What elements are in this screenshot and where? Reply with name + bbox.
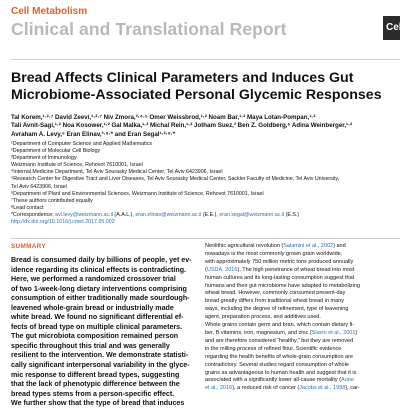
intro-text: ) and [333, 243, 346, 249]
intro-text: ( [205, 266, 207, 273]
intro-line [205, 322, 397, 330]
intro-text: bread greatly differs from traditional wheat bread in many [205, 298, 344, 305]
intro-text: ways, including the degree of refinement, type of leavening [205, 306, 349, 313]
intro-text: ber, B vitamins, iron, magnesium, and zinc ( [205, 329, 312, 336]
intro-text: agent, preparation process, and additives used. [205, 314, 321, 321]
intro-text: ), a reduced risk of cancer ( [232, 385, 300, 392]
intro-line [205, 377, 397, 385]
intro-line [205, 354, 397, 362]
intro-line [205, 338, 397, 346]
intro-text: grains as advantageous to human health and suggest that it is [205, 369, 357, 376]
summary-line: leavened whole-grain bread or industrially made [11, 303, 174, 312]
affiliation-line: ³Department of Immunology [11, 155, 77, 162]
email-link[interactable]: avi.levy@weizmann.ac.il [55, 211, 113, 218]
citation-link[interactable]: USDA, 2016 [206, 266, 238, 273]
intro-text: contradictory. Several studies regard consumption of whole [205, 361, 349, 368]
summary-line: The gut microbiota composition remained person [11, 332, 179, 341]
intro-text: Neolithic agricultural revolution ( [205, 243, 284, 249]
journal-name: Cell Metabolism [11, 6, 88, 17]
affiliation-line: Weizmann Institute of Science, Rehovot 7610001, Israel [11, 162, 143, 169]
intro-text: ), car- [345, 385, 360, 392]
intro-text: with approximately 750 million metric tons produced annually [205, 258, 354, 265]
correspondence-line [11, 212, 396, 219]
intro-text: Whole grains contain germ and bran, which contain dietary fi- [205, 322, 355, 329]
summary-line: fects of bread type on multiple clinical parameters. [11, 322, 183, 331]
intro-text: ). The high penetrance of wheat bread into most [237, 266, 355, 273]
title-line: Microbiome-Associated Personal Glycemic Responses [11, 87, 382, 103]
intro-line [205, 259, 397, 267]
intro-text: humans and their gut microbiome have adapted to metabolizing [205, 282, 361, 289]
author-line: Tal Korem,¹·²·⁷ David Zeevi,¹·²·⁷ Niv Zmora,³·⁴·⁵ Omer Weissbrod,¹·² Noam Bar,¹·² Maya Lotan-Pompan,¹·² [11, 114, 316, 121]
intro-line [205, 251, 397, 259]
summary-line: bread types stems from a person-specific effect. [11, 389, 175, 398]
summary-line: specific throughout this trial and was generally [11, 341, 170, 350]
title-line: Bread Affects Clinical Parameters and Induces Gut [11, 70, 354, 86]
intro-line [205, 362, 397, 370]
intro-text: and are therefore considered “healthy,” but they are removed [205, 337, 354, 344]
doi-link[interactable]: http://dx.doi.org/10.1016/j.cmet.2017.05.002 [11, 219, 115, 226]
intro-text: human cultures and its long-lasting consumption suggest that [205, 274, 355, 281]
affiliation-line: ⁵Research Center for Digestive Tract and Liver Diseases, Tel Aviv Sourasky Medical Center, Sackler Faculty of Medicine, Tel Aviv University, [11, 176, 340, 183]
intro-line [205, 385, 397, 393]
correspondence-text: (E.E.), [201, 211, 220, 218]
cell-press-logo: Cel [383, 16, 400, 40]
author-line: Avraham A. Levy,⁶ Eran Elinav,³·⁸·* and Eran Segal¹·²·⁸·* [11, 130, 176, 138]
summary-line: that the lack of phenotypic difference between the [11, 380, 180, 389]
summary-line: Bread is consumed daily by billions of people, yet ev- [11, 256, 192, 264]
introduction-text [205, 243, 397, 393]
affiliation-line: ²Department of Molecular Cell Biology [11, 148, 101, 155]
intro-line [205, 283, 397, 291]
citation-link[interactable]: Jacobs et al., 1998 [299, 385, 346, 392]
intro-line [205, 370, 397, 378]
intro-line [205, 306, 397, 314]
correspondence-text: *Correspondence: [11, 211, 56, 218]
correspondence-text: (E.S.) [284, 211, 300, 218]
intro-text: ) [355, 329, 358, 336]
header-divider [11, 59, 400, 60]
email-link[interactable]: eran.elinav@weizmann.ac.il [135, 211, 202, 218]
summary-heading: SUMMARY [11, 243, 46, 250]
intro-line [205, 298, 397, 306]
summary-line: cally significant interpersonal variability in the glyce- [11, 361, 190, 370]
article-section: Clinical and Translational Report [11, 19, 287, 39]
intro-line [205, 243, 397, 251]
citation-link[interactable]: Slavin et al., 2001 [311, 329, 356, 336]
author-list [11, 114, 391, 139]
intro-line [205, 275, 397, 283]
affiliation-line: ⁸Lead contact [11, 204, 44, 211]
summary-line: Here, we performed a randomized crossover trial [11, 275, 176, 284]
intro-line [205, 290, 397, 298]
affiliation-line: ⁶Department of Plant and Environmental Sciences, Weizmann Institute of Science, Rehovot 7610001, Israel [11, 190, 264, 197]
citation-link[interactable]: et al., 2016 [205, 385, 233, 392]
affiliations [11, 141, 396, 226]
affiliation-line: ⁷These authors contributed equally [11, 197, 93, 204]
affiliation-line: Tel Aviv 6423906, Israel [11, 183, 67, 190]
affiliation-line: ¹Department of Computer Science and Applied Mathematics [11, 141, 153, 147]
summary-line: We further show that the type of bread that induces [11, 399, 185, 408]
summary-line: consumption of either traditionally made sourdough- [11, 294, 190, 303]
citation-link[interactable]: Salamini et al., 2002 [283, 243, 334, 249]
intro-text: in the milling process of refined flour. Scientific evidence [205, 345, 342, 352]
summary-divider [11, 238, 400, 239]
email-link[interactable]: eran.segal@weizmann.ac.il [219, 211, 285, 218]
summary-line: mic response to different bread types, suggesting [11, 370, 180, 379]
intro-text: regarding the health benefits of whole-grain consumption are [205, 353, 353, 360]
summary-line: white bread. We found no significant differential ef- [11, 313, 184, 322]
summary-line: idence regarding its clinical effects is contradicting. [11, 265, 187, 274]
intro-text: associated with a significantly lower all-cause mortality ( [205, 377, 342, 384]
summary-line: resilient to the intervention. We demonstrate statisti- [11, 351, 189, 360]
intro-text: wheat bread. However, commonly consumed present-day [205, 290, 346, 297]
summary-line: of two 1-week-long dietary interventions comprising [11, 284, 187, 293]
affiliation-line: ⁴Internal Medicine Department, Tel Aviv Sourasky Medical Center, Tel Aviv 6423906, Israel [11, 169, 223, 176]
citation-link[interactable]: Aune [341, 377, 354, 384]
summary-text [11, 256, 198, 409]
intro-line [205, 267, 397, 275]
author-line: Tali Avnit-Sagi,¹·² Noa Kosower,¹·² Gal Malka,¹·² Michal Rein,¹·² Jotham Suez,³ Ben Z. Goldberg,⁶ Adina Weinberger,¹·² [11, 122, 353, 130]
intro-line [205, 314, 397, 322]
intro-line [205, 330, 397, 338]
intro-line [205, 346, 397, 354]
article-title [11, 70, 396, 104]
correspondence-text: (A.A.L.), [112, 211, 136, 218]
intro-text: nowadays is the most commonly grown grain worldwide, [205, 250, 343, 257]
